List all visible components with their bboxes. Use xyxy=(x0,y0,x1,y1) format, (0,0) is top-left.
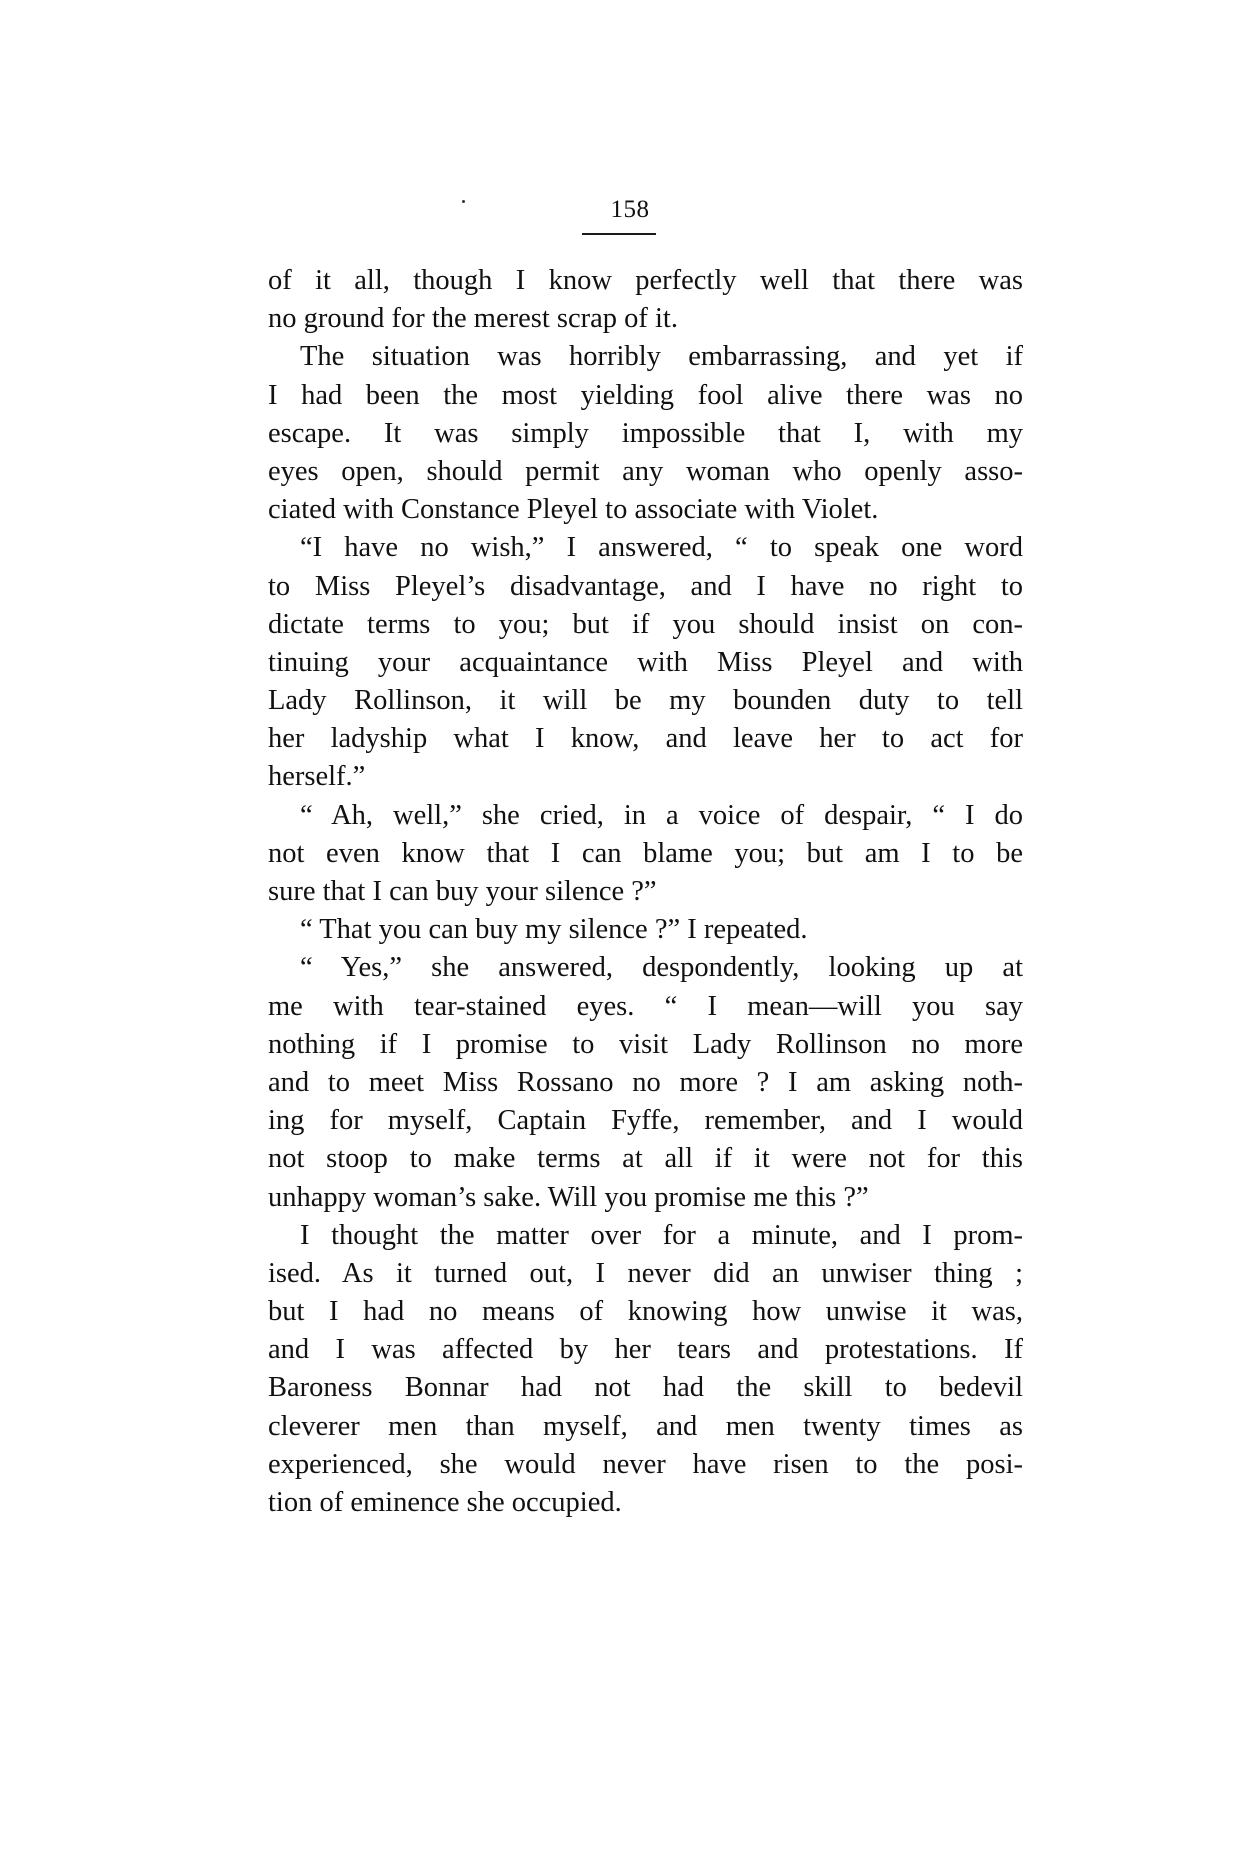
text-line: herself.” xyxy=(268,761,366,793)
text-line: not stoop to make terms at all if it were not for this xyxy=(268,1143,1023,1175)
text-line: “ That you can buy my silence ?” I repeated. xyxy=(300,914,808,946)
text-line: Baroness Bonnar had not had the skill to bedevil xyxy=(268,1372,1023,1404)
text-line: and I was affected by her tears and protestations. If xyxy=(268,1334,1023,1366)
text-line: ciated with Constance Pleyel to associate with Violet. xyxy=(268,494,879,526)
text-line: tion of eminence she occupied. xyxy=(268,1487,622,1518)
text-line: I thought the matter over for a minute, and I prom- xyxy=(300,1219,1023,1251)
text-line: and to meet Miss Rossano no more ? I am asking noth- xyxy=(268,1066,1023,1098)
text-line: ised. As it turned out, I never did an unwiser thing ; xyxy=(268,1257,1023,1289)
text-line: “ Yes,” she answered, despondently, looking up at xyxy=(300,952,1023,984)
text-line: experienced, she would never have risen to the posi- xyxy=(268,1448,1023,1480)
text-line: unhappy woman’s sake. Will you promise me this ?” xyxy=(268,1181,869,1213)
body-text xyxy=(268,262,1023,1522)
text-line: sure that I can buy your silence ?” xyxy=(268,876,657,907)
text-line: her ladyship what I know, and leave her to act for xyxy=(268,723,1023,755)
text-line: “I have no wish,” I answered, “ to speak one word xyxy=(300,532,1023,564)
text-line: eyes open, should permit any woman who openly asso- xyxy=(268,455,1023,487)
text-line: nothing if I promise to visit Lady Rollinson no more xyxy=(268,1028,1023,1060)
text-line: of it all, though I know perfectly well that there was xyxy=(268,265,1023,296)
text-line: Lady Rollinson, it will be my bounden duty to tell xyxy=(268,685,1023,717)
text-line: no ground for the merest scrap of it. xyxy=(268,303,678,335)
text-line: escape. It was simply impossible that I, with my xyxy=(268,417,1023,449)
text-line: me with tear-stained eyes. “ I mean—will you say xyxy=(268,990,1023,1022)
text-line: but I had no means of knowing how unwise it was, xyxy=(268,1296,1023,1328)
text-line: to Miss Pleyel’s disadvantage, and I have no right to xyxy=(268,570,1023,602)
text-line: dictate terms to you; but if you should insist on con- xyxy=(268,608,1023,640)
page-number: 158 xyxy=(610,196,650,223)
text-line: “ Ah, well,” she cried, in a voice of despair, “ I do xyxy=(300,799,1023,831)
text-line: not even know that I can blame you; but am I to be xyxy=(268,837,1023,869)
text-line: The situation was horribly embarrassing, and yet if xyxy=(300,341,1023,373)
text-line: tinuing your acquaintance with Miss Pleyel and with xyxy=(268,646,1023,678)
text-line: I had been the most yielding fool alive there was no xyxy=(268,379,1023,411)
text-line: cleverer men than myself, and men twenty times as xyxy=(268,1410,1023,1442)
text-line: ing for myself, Captain Fyffe, remember, and I would xyxy=(268,1105,1023,1137)
page-number-rule xyxy=(582,233,656,235)
